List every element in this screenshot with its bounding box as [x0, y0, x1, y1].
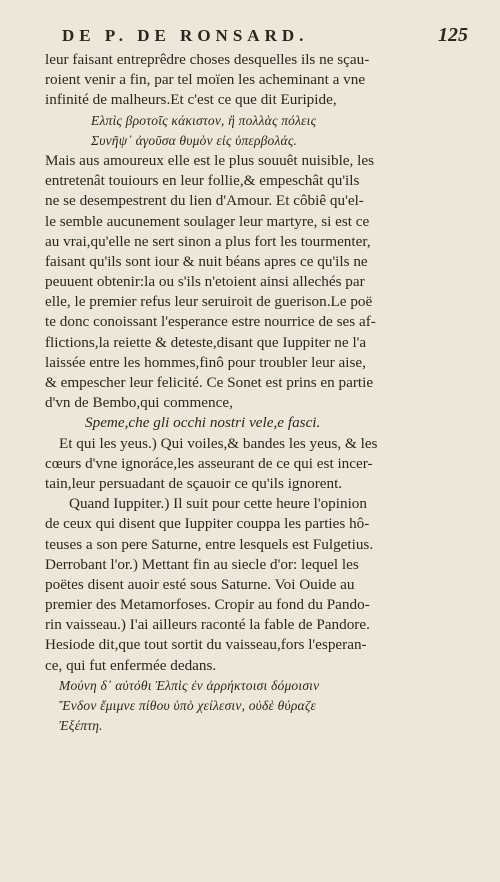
text-line: infinité de malheurs.Et c'est ce que dit Euripide,	[45, 91, 337, 109]
text-line: d'vn de Bembo,qui commence,	[45, 394, 233, 412]
body-text	[45, 50, 465, 736]
text-line: Hesiode dit,que tout sortit du vaisseau,fors l'esperan-	[45, 636, 367, 654]
text-line: tain,leur persuadant de sçauoir ce qu'ils ignorent.	[45, 474, 343, 492]
page-number: 125	[438, 24, 468, 46]
commentary-line: Et qui les yeus.) Qui voiles,& bandes les yeus, & les	[59, 434, 378, 452]
text-line: teuses a son pere Saturne, entre lesquels est Fulgetius.	[45, 535, 374, 553]
text-line: elle, le premier refus leur seruiroit de guerison.Le poë	[45, 293, 373, 311]
text-line: peuuent obtenir:la ou s'ils n'etoient ainsi allechés par	[45, 273, 365, 291]
text-line: au vrai,qu'elle ne sert sinon a plus fort les tourmenter,	[45, 232, 371, 250]
italian-verse-line: Speme,che gli occhi nostri vele,e fasci.	[85, 414, 321, 432]
greek-verse-line: Ελπὶς βροτοῖς κάκιστον, ἣ πολλὰς πόλεις	[91, 112, 317, 128]
text-line: roient venir a fin, par tel moïen les acheminant a vne	[45, 71, 366, 89]
text-line: flictions,la reiette & deteste,disant que Iuppiter ne l'a	[45, 333, 367, 351]
commentary-line: Quand Iuppiter.) Il suit pour cette heure l'opinion	[69, 495, 367, 513]
text-line: leur faisant entreprêdre choses desquelles ils ne sçau-	[45, 51, 370, 68]
text-line: & empescher leur felicité. Ce Sonet est prins en partie	[45, 374, 374, 391]
running-head: DE P. DE RONSARD.	[62, 26, 309, 45]
greek-verse-line: Συνῆψ᾽ ἀγοῦσα θυμὸν εἰς ὑπερβολάς.	[91, 132, 298, 148]
text-line: laissée entre les hommes,finô pour troubler leur aise,	[45, 353, 366, 371]
text-line: ne se desempestrent du lien d'Amour. Et côbiê qu'el-	[45, 192, 364, 210]
greek-verse-line: Μούνη δ᾽ αὐτόθι Ἐλπὶς ἐν ἀρρήκτοισι δόμοισιν	[59, 677, 320, 693]
text-line: faisant qu'ils sont iour & nuit béans apres ce qu'ils ne	[45, 252, 368, 270]
text-line: premier des Metamorfoses. Cropir au fond du Pando-	[45, 596, 370, 614]
text-line: ce, qui fut enfermée dedans.	[45, 656, 217, 674]
text-line: rin vaisseau.) I'ai ailleurs raconté la fable de Pandore.	[45, 616, 370, 634]
text-line: entretenât touiours en leur follie,& empeschât qu'ils	[45, 172, 360, 190]
text-line: te donc conoissant l'esperance estre nourrice de ses af-	[45, 313, 376, 331]
text-line: Mais aus amoureux elle est le plus souuêt nuisible, les	[45, 151, 375, 169]
text-line: poëtes disent auoir esté sous Saturne. Voi Ouide au	[45, 575, 355, 593]
text-line: cœurs d'vne ignoráce,les asseurant de ce qui est incer-	[45, 454, 373, 472]
greek-verse-line: Ἔνδον ἔμιμνε πίθου ὑπὸ χείλεσιν, οὐδὲ θύραζε	[59, 698, 317, 713]
text-line: de ceux qui disent que Iuppiter couppa les parties hô-	[45, 515, 370, 533]
commentary-line: Derrobant l'or.) Mettant fin au siecle d'or: lequel les	[45, 555, 359, 573]
text-line: le semble aucunement soulager leur martyre, si est ce	[45, 212, 370, 230]
greek-verse-line: Ἐξέπτη.	[59, 718, 103, 734]
page-header	[62, 24, 468, 48]
